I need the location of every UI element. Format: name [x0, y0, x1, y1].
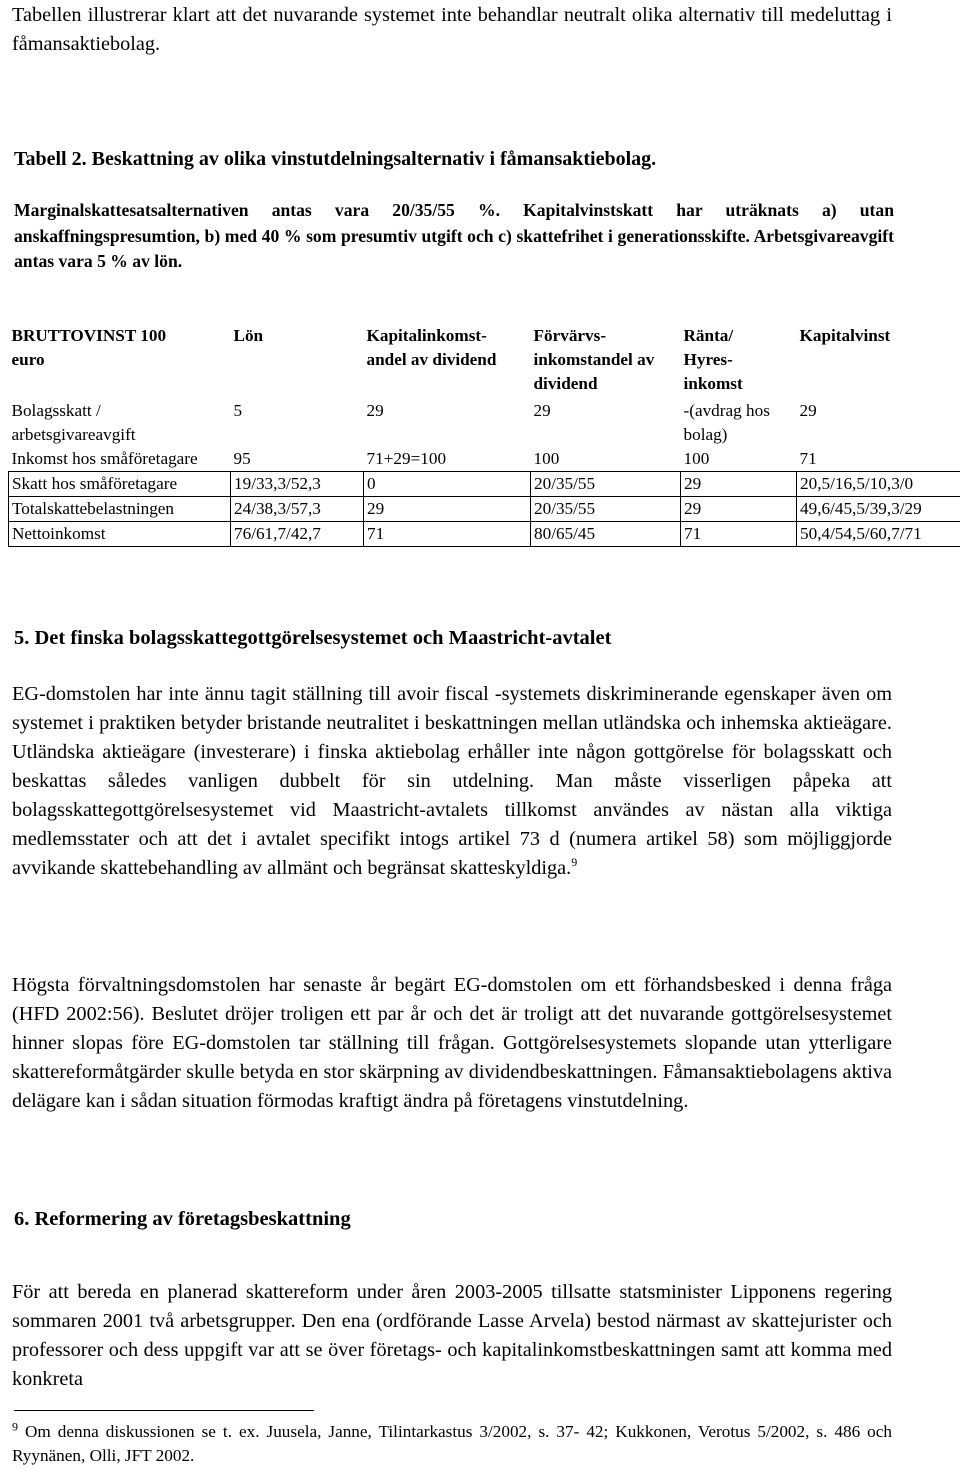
table-row-label: Nettoinkomst: [9, 522, 231, 547]
table-header-cell: Förvärvs-inkomstandel av dividend: [533, 326, 655, 393]
table-cell: 0: [364, 472, 531, 497]
table-cell: 20/35/55: [531, 472, 681, 497]
table-row-label: Inkomst hos småföretagare: [11, 449, 198, 468]
section-heading: 5. Det finska bolagsskattegottgörelsesystemet och Maastricht-avtalet: [14, 627, 612, 649]
table-title: Tabell 2. Beskattning av olika vinstutdelningsalternativ i fåmansaktiebolag.: [14, 148, 657, 170]
section-heading: 6. Reformering av företagsbeskattning: [14, 1208, 351, 1230]
table-row: [9, 497, 960, 522]
table-cell: 95: [233, 449, 251, 468]
table-row: [9, 399, 960, 447]
intro-paragraph: Tabellen illustrerar klart att det nuvarande systemet inte behandlar neutralt olika alternativ till medeluttag i fåmansaktiebolag.: [12, 4, 892, 55]
footnote-divider: [14, 1410, 314, 1411]
table-cell: 19/33,3/52,3: [231, 472, 364, 497]
taxation-table: [8, 324, 960, 547]
table-header-cell: Kapitalvinst: [799, 326, 891, 345]
paragraph-text: EG-domstolen har inte ännu tagit ställning till avoir fiscal -systemets diskriminerande egenskaper även om systemet i praktiken betyder bristande neutralitet i beskattningen mellan utländska och inhemska aktieägare. Utländska aktieägare (investerare) i finska aktiebolag erhåller inte någon gottgörelse för bolagsskatt och beskattas således vanligen dubbelt för sin utdelning. Man måste visserligen påpeka att bolagsskattegottgörelsesystemet vid Maastricht-avtalets tillkomst användes av nästan alla viktiga medlemsstater och att det i avtalet specifikt intogs artikel 73 d (numera artikel 58) som möjliggjorde avvikande skattebehandling av allmänt och begränsat skatteskyldiga.: [12, 683, 892, 879]
footnote-reference[interactable]: 9: [571, 855, 578, 870]
table-cell: 50,4/54,5/60,7/71: [797, 522, 960, 547]
table-row-label: Bolagsskatt / arbetsgivareavgift: [11, 401, 136, 444]
table-cell: 100: [683, 449, 710, 468]
table-cell: 29: [366, 401, 384, 420]
table-cell: 71: [799, 449, 817, 468]
body-paragraph: [12, 680, 892, 883]
table-row: [9, 472, 960, 497]
table-cell: -(avdrag hos bolag): [683, 401, 770, 444]
footnote-text: Om denna diskussionen se t. ex. Juusela, Janne, Tilintarkastus 3/2002, s. 37- 42; Kukkonen, Verotus 5/2002, s. 486 och Ryynänen, Olli, JFT 2002.: [12, 1422, 892, 1465]
footnote: [12, 1420, 892, 1468]
table-cell: 29: [681, 497, 797, 522]
table-row: [9, 522, 960, 547]
table-row-label: Totalskattebelastningen: [9, 497, 231, 522]
table-header-cell: Kapitalinkomst-andel av dividend: [366, 326, 497, 369]
table-cell: 29: [364, 497, 531, 522]
table-cell: 29: [799, 401, 817, 420]
table-header-cell: Ränta/ Hyres-inkomst: [683, 326, 743, 393]
table-cell: 80/65/45: [531, 522, 681, 547]
table-cell: 71+29=100: [366, 449, 447, 468]
table-cell: 71: [364, 522, 531, 547]
table-row-label: Skatt hos småföretagare: [9, 472, 231, 497]
table-row: [9, 447, 960, 472]
table-cell: 5: [233, 401, 243, 420]
table-cell: 29: [681, 472, 797, 497]
table-description: Marginalskattesatsalternativen antas vara 20/35/55 %. Kapitalvinstskatt har uträknats a) utan anskaffningspresumtion, b) med 40 % som presumtiv utgift och c) skattefrihet i generationsskifte. Arbetsgivareavgift antas vara 5 % av lön.: [14, 200, 894, 271]
body-paragraph: Högsta förvaltningsdomstolen har senaste år begärt EG-domstolen om ett förhandsbesked i denna fråga (HFD 2002:56). Beslutet dröjer troligen ett par år och det är troligt att det nuvarande gottgörelsesystemet hinner slopas före EG-domstolen tar ställning till frågan. Gottgörelsesystemets slopande utan ytterligare skattereformåtgärder skulle betyda en stor skärpning av dividendbeskattningen. Fåmansaktiebolagens aktiva delägare kan i sådan situation förmodas kraftigt ändra på företagens vinstutdelning.: [12, 974, 892, 1112]
table-header-row: [9, 324, 960, 399]
body-paragraph: För att bereda en planerad skattereform under åren 2003-2005 tillsatte statsminister Lipponens regering sommaren 2001 två arbetsgrupper. Den ena (ordförande Lasse Arvela) bestod närmast av skattejurister och professorer och dess uppgift var att se över företags- och kapitalinkomstbeskattningen samt att komma med konkreta: [12, 1281, 892, 1390]
table-cell: 20,5/16,5/10,3/0: [797, 472, 960, 497]
table-cell: 100: [533, 449, 560, 468]
table-cell: 76/61,7/42,7: [231, 522, 364, 547]
table-cell: 49,6/45,5/39,3/29: [797, 497, 960, 522]
table-cell: 20/35/55: [531, 497, 681, 522]
table-header-cell: Lön: [233, 326, 264, 345]
table-cell: 29: [533, 401, 551, 420]
table-cell: 71: [681, 522, 797, 547]
table-cell: 24/38,3/57,3: [231, 497, 364, 522]
footnote-number: 9: [12, 1419, 18, 1434]
table-header-cell: BRUTTOVINST 100 euro: [11, 326, 167, 369]
